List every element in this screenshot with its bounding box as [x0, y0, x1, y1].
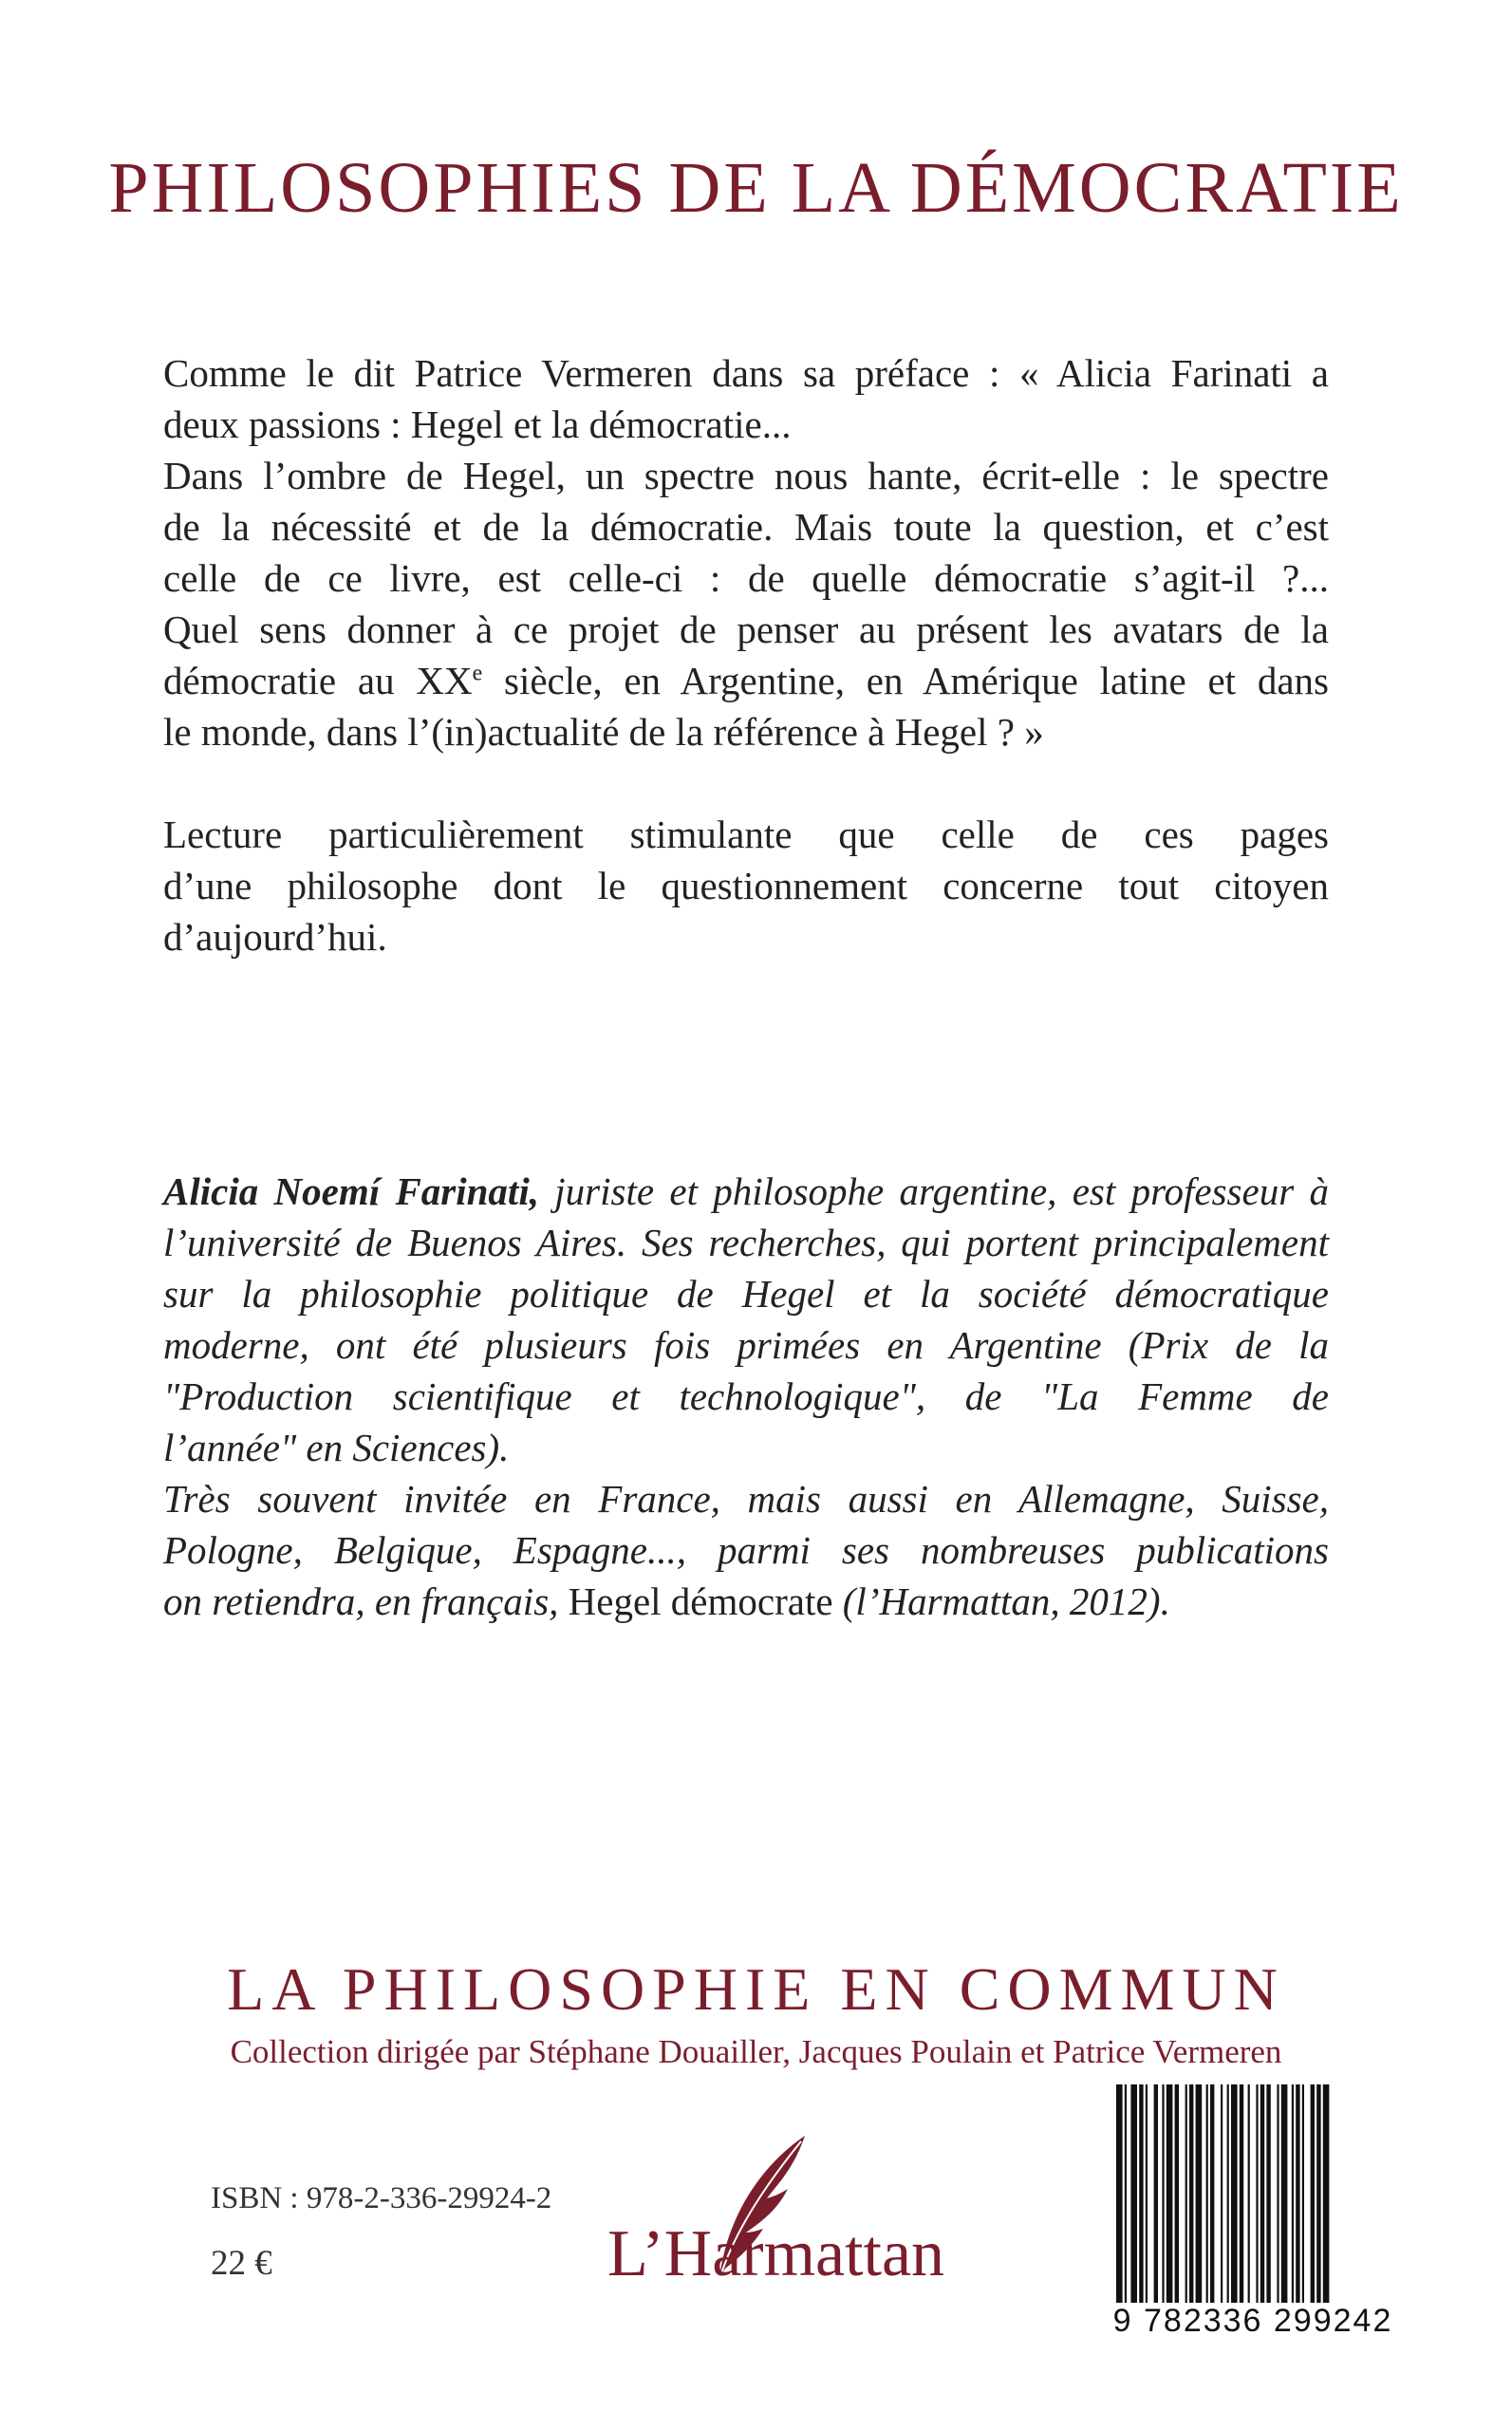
- blurb-line: d’aujourd’hui.: [163, 915, 387, 959]
- barcode-bar: [1311, 2084, 1315, 2303]
- blurb-line: Lecture particulièrement stimulante que celle de ces pages: [163, 813, 1329, 856]
- bio-line: [163, 1166, 1329, 1217]
- barcode-bar: [1240, 2084, 1243, 2303]
- barcode-bar: [1323, 2084, 1330, 2303]
- bio-line: Pologne, Belgique, Espagne..., parmi ses nombreuses publications: [163, 1528, 1329, 1572]
- bio-line-part: (l’Harmattan, 2012).: [832, 1579, 1170, 1623]
- bio-line-part: on retiendra, en français,: [163, 1579, 569, 1623]
- barcode-bar: [1154, 2084, 1158, 2303]
- blurb-line: d’une philosophe dont le questionnement concerne tout citoyen: [163, 864, 1329, 907]
- barcode-bar: [1221, 2084, 1223, 2303]
- barcode-bar: [1206, 2084, 1208, 2303]
- blurb-line: celle de ce livre, est celle-ci : de quelle démocratie s’agit-il ?...: [163, 556, 1329, 600]
- barcode-bar: [1175, 2084, 1179, 2303]
- barcode-digits: 9 782336 299242: [1112, 2303, 1393, 2339]
- collection-block: [0, 1955, 1512, 2070]
- blurb-paragraph-2: [163, 809, 1329, 962]
- century-superscript: e: [472, 661, 483, 686]
- book-reference: Hegel démocrate: [568, 1579, 833, 1623]
- barcode-bar: [1130, 2084, 1137, 2303]
- publisher-name: L’Harmattan: [607, 2217, 945, 2290]
- blurb-line: le monde, dans l’(in)actualité de la référence à Hegel ? »: [163, 710, 1044, 754]
- author-name: Alicia Noemí Farinati,: [163, 1169, 539, 1213]
- barcode-bar: [1139, 2084, 1143, 2303]
- bio-line: [163, 1576, 1329, 1627]
- barcode-bar: [1281, 2084, 1288, 2303]
- bio-line-part: juriste et philosophe argentine, est professeur à: [538, 1169, 1329, 1213]
- barcode-bar: [1227, 2084, 1229, 2303]
- blurb-line-part: siècle, en Argentine, en Amérique latine et dans: [482, 659, 1329, 702]
- blurb-line: Dans l’ombre de Hegel, un spectre nous hante, écrit-elle : le spectre: [163, 454, 1329, 497]
- blurb-line: Quel sens donner à ce projet de penser au présent les avatars de la: [163, 607, 1329, 651]
- blurb-line-part: démocratie au XX: [163, 659, 473, 702]
- paragraph-gap: [163, 757, 1329, 809]
- bio-line: l’année" en Sciences).: [163, 1426, 510, 1469]
- author-bio: [163, 1166, 1329, 1627]
- blurb-line: [163, 655, 1329, 706]
- book-title: PHILOSOPHIES DE LA DÉMOCRATIE: [108, 148, 1404, 228]
- barcode-bar: [1266, 2084, 1270, 2303]
- blurb-line: de la nécessité et de la démocratie. Mais toute la question, et c’est: [163, 505, 1329, 549]
- barcode-bar: [1116, 2084, 1123, 2303]
- collection-editors: Collection dirigée par Stéphane Douailler, Jacques Poulain et Patrice Vermeren: [230, 2033, 1282, 2070]
- barcode-bar: [1167, 2084, 1173, 2303]
- barcode-bar: [1189, 2084, 1193, 2303]
- barcode-bar: [1210, 2084, 1214, 2303]
- barcode-bar: [1302, 2084, 1304, 2303]
- publisher-logo: [607, 2117, 987, 2297]
- barcode-bar: [1248, 2084, 1250, 2303]
- barcode-bar: [1185, 2084, 1187, 2303]
- barcode-bar: [1316, 2084, 1320, 2303]
- bio-line: l’université de Buenos Aires. Ses recherches, qui portent principalement: [163, 1221, 1329, 1264]
- collection-name: LA PHILOSOPHIE EN COMMUN: [227, 1955, 1285, 2023]
- barcode-bar: [1162, 2084, 1164, 2303]
- barcode-bar: [1292, 2084, 1294, 2303]
- barcode-bar: [1231, 2084, 1238, 2303]
- barcode-bar: [1146, 2084, 1148, 2303]
- bio-line: "Production scientifique et technologique", de "La Femme de: [163, 1374, 1329, 1418]
- bio-line: moderne, ont été plusieurs fois primées en Argentine (Prix de la: [163, 1323, 1329, 1367]
- blurb-line: Comme le dit Patrice Vermeren dans sa préface : « Alicia Farinati a: [163, 351, 1329, 395]
- barcode-bar: [1256, 2084, 1258, 2303]
- barcode-bar: [1260, 2084, 1264, 2303]
- bio-line: Très souvent invitée en France, mais aussi en Allemagne, Suisse,: [163, 1477, 1329, 1521]
- back-cover-blurb: [163, 347, 1329, 962]
- bio-line: sur la philosophie politique de Hegel et la société démocratique: [163, 1272, 1329, 1316]
- blurb-line: deux passions : Hegel et la démocratie...: [163, 402, 792, 446]
- blurb-paragraph-1: [163, 347, 1329, 757]
- barcode-bar: [1125, 2084, 1127, 2303]
- barcode-bar: [1277, 2084, 1279, 2303]
- isbn: ISBN : 978-2-336-29924-2: [211, 2181, 552, 2215]
- barcode-bar: [1296, 2084, 1299, 2303]
- price: 22 €: [211, 2244, 272, 2283]
- barcode-bar: [1196, 2084, 1203, 2303]
